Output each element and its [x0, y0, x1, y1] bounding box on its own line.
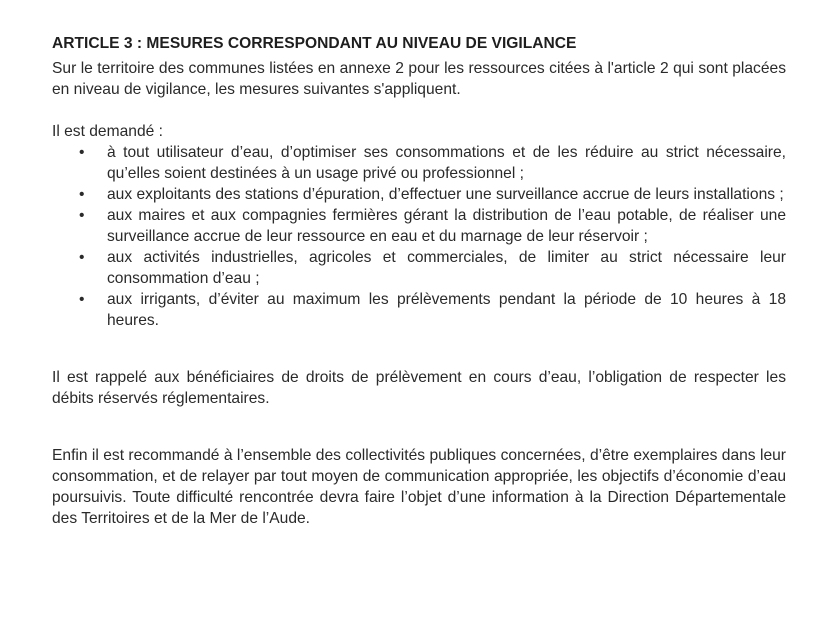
list-item-text: aux irrigants, d’éviter au maximum les prélèvements pendant la période de 10 heures à 18 heures.: [107, 291, 786, 329]
list-item-text: aux exploitants des stations d’épuration, d’effectuer une surveillance accrue de leurs installations ;: [107, 186, 784, 203]
list-item: [52, 184, 786, 205]
list-item: [52, 142, 786, 184]
rappel-paragraph: Il est rappelé aux bénéficiaires de droits de prélèvement en cours d’eau, l’obligation de respecter les débits réservés réglementaires.: [52, 369, 786, 407]
list-item-text: à tout utilisateur d’eau, d’optimiser ses consommations et de les réduire au strict nécessaire, qu’elles soient destinées à un usage privé ou professionnel ;: [107, 144, 786, 182]
demande-paragraph: Il est demandé :: [52, 123, 163, 140]
recommandation-paragraph: Enfin il est recommandé à l’ensemble des collectivités publiques concernées, d’être exemplaires dans leur consommation, et de relayer par tout moyen de communication appropriée, les objectifs d’économie d’eau poursuivis. Toute difficulté rencontrée devra faire l’objet d’une information à la Direction Départementale des Territoires et de la Mer de l’Aude.: [52, 447, 786, 527]
bullet-icon: •: [79, 186, 85, 203]
bullet-icon: •: [79, 291, 85, 308]
bullet-icon: •: [79, 207, 85, 224]
list-item-text: aux activités industrielles, agricoles et commerciales, de limiter au strict nécessaire leur consommation d’eau ;: [107, 249, 786, 287]
intro-paragraph: Sur le territoire des communes listées en annexe 2 pour les ressources citées à l'article 2 qui sont placées en niveau de vigilance, les mesures suivantes s'appliquent.: [52, 60, 786, 98]
bullet-icon: •: [79, 144, 85, 161]
list-item: [52, 205, 786, 247]
document-page: [52, 33, 786, 529]
bullet-icon: •: [79, 249, 85, 266]
measures-list: [52, 142, 786, 331]
list-item-text: aux maires et aux compagnies fermières gérant la distribution de l’eau potable, de réaliser une surveillance accrue de leur ressource en eau et du marnage de leur réservoir ;: [107, 207, 786, 245]
list-item: [52, 289, 786, 331]
article-heading: ARTICLE 3 : MESURES CORRESPONDANT AU NIVEAU DE VIGILANCE: [52, 35, 577, 52]
list-item: [52, 247, 786, 289]
